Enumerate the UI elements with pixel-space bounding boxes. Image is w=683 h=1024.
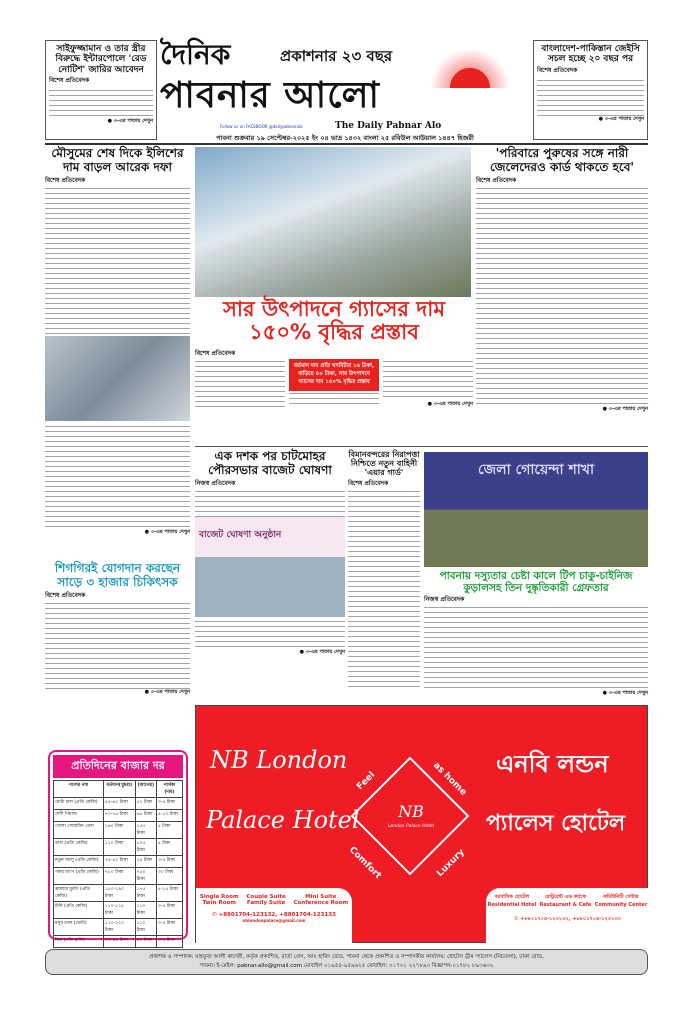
ad-name-en-2: Palace Hotel xyxy=(206,806,360,834)
room-type: Single Room xyxy=(199,894,239,900)
column-header: বর্তমান(খুচরা) xyxy=(103,781,135,798)
logo-word: as home xyxy=(431,760,469,798)
table-cell: ৩-৫ টাকা xyxy=(156,798,182,810)
room-type: Conference Room xyxy=(293,900,349,906)
service-en: Residential Hotel xyxy=(487,902,537,908)
rooms-panel xyxy=(196,888,352,944)
table-cell: ৭৫০ টাকা xyxy=(135,868,156,885)
ear-right xyxy=(533,40,648,140)
byline: বিশেষ প্রতিবেদক xyxy=(45,176,86,184)
table-cell: ডাল (প্রতি কেজি) xyxy=(54,839,104,856)
table-cell: ৫-১৫ টাকা xyxy=(156,885,182,902)
dateline: পাবনা শুক্রবার ১৯ সেপ্টেম্বর-২০২৫ ইং ০৪ ভাদ্র ১৪৩২ বাংলা ২৫ রবিউল আউয়াল ১৪৪৭ হিজরী xyxy=(216,134,474,142)
english-title: The Daily Pabnar Alo xyxy=(335,121,442,131)
ear-left-headline[interactable]: সাইফুজ্জামান ও তার স্ত্রীর বিরুদ্ধে ইন্টারপোলে 'রেড নোটিশ' জারির আবেদন xyxy=(55,44,147,75)
story-headline[interactable]: এক দশক পর চাটমোহর পৌরসভার বাজেট ঘোষণা xyxy=(208,449,332,477)
story-arrest xyxy=(424,570,648,698)
masthead-rule xyxy=(45,143,648,145)
room-type: Couple Suite xyxy=(246,894,286,900)
continued-link[interactable]: ● ৩-এর পাতায় দেখুন xyxy=(144,688,190,695)
table-row xyxy=(54,810,183,822)
continued-link[interactable]: ● ৩-এর পাতায় দেখুন xyxy=(598,115,644,122)
ad-name-bn-2: প্যালেস হোটেল xyxy=(486,811,626,836)
story-headline-line-2[interactable]: কুড়ালসহ তিন দুষ্কৃতিকারী গ্রেফতার xyxy=(463,582,609,595)
sun-logo-icon xyxy=(430,48,510,88)
table-cell: মোটা চাল (প্রতি কেজি) xyxy=(54,798,104,810)
phone-icon: ✆ xyxy=(514,916,519,922)
table-cell: ৫ টাকা xyxy=(156,822,182,839)
imprint-line-1: প্রকাশক ও সম্পাদক: মাহফুজ আলী কাদেরী, কর্তৃক প্রকাশিত, বার্তা প্রেস, আঃ হামিদ রোড, পাবনা থেকে প্রকাশিত ও সম্পাদকীয় কার্যালয়: হোটেল ড্রীম প্যালেস (নিচতলা), ঢাকা রোড, xyxy=(149,954,544,960)
room-type: Twin Room xyxy=(202,900,236,906)
byline: বিশেষ প্রতিবেদক xyxy=(348,479,389,487)
masthead-title[interactable]: পাবনার আলো xyxy=(160,75,380,116)
body-text xyxy=(476,186,648,406)
table-cell: ৭৮০ টাকা xyxy=(103,868,135,885)
service-en: Community Center xyxy=(594,902,648,908)
column-header: (আগের) xyxy=(135,781,156,798)
table-cell: ১৫৫ টাকা xyxy=(135,822,156,839)
logo-word: Feel xyxy=(355,770,378,793)
story-headline[interactable]: সার উৎপাদনে গ্যাসের দাম ১৫০% বৃদ্ধির প্রস্তাব xyxy=(223,297,445,345)
table-cell: ১৭৫ টাকা xyxy=(135,885,156,902)
table-cell: ৫-১০ টাকা xyxy=(156,810,182,822)
table-cell: ৫২ টাকা xyxy=(135,798,156,810)
table-cell: ১১০-১২০ টাকা xyxy=(103,919,135,936)
body-text xyxy=(289,391,379,406)
byline: নিজস্ব প্রতিবেদক xyxy=(195,479,236,487)
fish-photo xyxy=(45,336,190,421)
service-bn: কমিউনিটি সেন্টার xyxy=(603,894,639,900)
story-headline-line-1[interactable]: পাবনায় দস্যুতার চেষ্টা কালে টিপ চাকু-চাইনিজ xyxy=(439,570,633,582)
continued-link[interactable]: ● ৩-এর পাতায় দেখুন xyxy=(107,118,153,125)
story-ilish xyxy=(45,147,190,537)
gas-plant-photo xyxy=(195,147,471,297)
logo-word: Luxury xyxy=(435,847,467,879)
continued-link[interactable]: ● ৩-এর পাতায় দেখুন xyxy=(602,690,648,697)
body-text xyxy=(45,601,190,689)
table-cell: ৩০ টাকা xyxy=(156,868,182,885)
body-text xyxy=(195,489,345,517)
table-cell: চিনি (প্রতি কেজি) xyxy=(54,902,104,919)
story-gas xyxy=(195,298,473,409)
gas-callout: বর্তমান দাম প্রতি ঘনমিটার ১৬ টাকা, বাড়িয়ে ৪০ টাকা, সার উৎপাদনে গ্যাসের দাম ১৫০% বৃদ্ধির প্রস্তাব xyxy=(289,359,379,391)
photo-sign-text: জেলা গোয়েন্দা শাখা xyxy=(477,462,595,478)
table-row xyxy=(54,902,183,919)
table-cell: খোলা সোয়াবিন তেল xyxy=(54,822,104,839)
table-cell: ৪০-৪৫ টাকা xyxy=(103,936,135,948)
body-text xyxy=(537,78,644,116)
bazar-box xyxy=(48,750,188,943)
imprint-line-2: পাবনা। ই-মেইল: pabnar.allo@gmail.com মোবাইল ০১৯৫৫-৯৫৯৬২৫ মোবাইল: ০১৭০১ ২২৭৮৯০ বিজ্ঞাপন-০১৭৮২ ৮৯৩৬৩২ xyxy=(199,962,494,969)
story-budget xyxy=(195,450,345,657)
table-cell: ১১০ টাকা xyxy=(135,902,156,919)
table-row xyxy=(54,936,183,948)
body-text xyxy=(45,424,190,529)
room-type: Mini Suite xyxy=(305,894,337,900)
email[interactable]: nblondonpalace@gmail.com xyxy=(242,918,306,923)
section-rule xyxy=(195,446,648,447)
ad-name-bn-1: এনবি লন্ডন xyxy=(496,750,609,778)
table-cell: ১০৫ টাকা xyxy=(135,839,156,856)
phone-en[interactable]: +8801704-123132, +8801704-123133 xyxy=(218,912,336,918)
table-cell: মসুর ডাল (মোটা) xyxy=(54,919,104,936)
table-cell: ৭০-৭৫ টাকা xyxy=(103,810,135,822)
byline: বিশেষ প্রতিবেদক xyxy=(49,77,90,85)
table-cell: দেশী পিঁয়াজ xyxy=(54,810,104,822)
byline: বিশেষ প্রতিবেদক xyxy=(45,591,86,599)
banner-text: বাজেট ঘোষণা অনুষ্ঠান xyxy=(199,529,282,540)
service-bn: রেস্টুরেন্ট এন্ড ক্যাফে xyxy=(544,894,587,900)
table-cell: ব্রয়লার মুরগি (প্রতি কেজি) xyxy=(54,885,104,902)
table-cell: ৩-৫ টাকা xyxy=(156,919,182,936)
table-cell: ৫৫-৬০ টাকা xyxy=(103,798,135,810)
imprint-footer xyxy=(45,949,648,975)
table-cell: ডিম (প্রতি হালি) xyxy=(54,936,104,948)
table-cell: গরুর মাংস (প্রতি কেজি) xyxy=(54,868,104,885)
logo-sub: London Palace Hotel xyxy=(387,824,435,829)
table-cell: ১১০ টাকা xyxy=(135,919,156,936)
table-row xyxy=(54,822,183,839)
continued-link[interactable]: ● ৩-এর পাতায় দেখুন xyxy=(144,528,190,535)
anniversary-label: প্রকাশনার ২৩ বছর xyxy=(280,47,393,65)
column-header: পণ্যের নাম xyxy=(54,781,104,798)
table-cell: ৩-৫ টাকা xyxy=(156,902,182,919)
body-text xyxy=(45,186,190,336)
byline: নিজস্ব প্রতিবেদক xyxy=(424,596,465,604)
ad-name-en-1: NB London xyxy=(210,746,348,774)
story-headline[interactable]: মৌসুমের শেষ দিকে ইলিশের দাম বাড়ল আরেক দফা xyxy=(51,146,184,174)
bazar-title: প্রতিদিনের বাজার দর xyxy=(53,755,183,778)
table-header-row xyxy=(54,781,183,798)
bazar-table xyxy=(53,780,183,948)
phone-bn[interactable]: +৮৮০১৭০৪-১২৩১৩২, +৮৮০১৭০৪-১২৩১৩৩ xyxy=(520,916,621,922)
table-row xyxy=(54,839,183,856)
body-text xyxy=(195,619,345,649)
table-cell: ১৮০-১৯০ টাকা xyxy=(103,885,135,902)
body-text xyxy=(383,359,473,401)
table-cell: ৩৫ টাকা xyxy=(135,856,156,868)
byline: বিশেষ প্রতিবেদক xyxy=(195,350,236,358)
logo-word: Comfort xyxy=(346,845,383,882)
table-cell: ৬৫ টাকা xyxy=(135,810,156,822)
service-bn: আবাসিক হোটেল xyxy=(494,894,530,900)
table-row xyxy=(54,868,183,885)
table-cell: ১১০ টাকা xyxy=(103,839,135,856)
column-header: পার্থক্য (দাম) xyxy=(156,781,182,798)
table-cell: ৩৫-৪০ টাকা xyxy=(103,856,135,868)
masthead-prefix: দৈনিক xyxy=(160,38,231,71)
body-text xyxy=(195,359,285,409)
masthead xyxy=(160,38,530,133)
room-type: Family Suite xyxy=(246,900,286,906)
logo-mono: NB xyxy=(398,802,424,821)
story-airguard xyxy=(348,450,420,689)
arrest-photo xyxy=(424,452,648,567)
budget-photo xyxy=(195,517,345,617)
byline: বিশেষ প্রতিবেদক xyxy=(537,66,578,74)
story-headline[interactable]: শিগগিরই যোগদান করছেন সাড়ে ৩ হাজার চিকিৎসক xyxy=(54,561,181,589)
table-row xyxy=(54,798,183,810)
story-jele xyxy=(476,147,648,414)
table-cell: ৩-৫ টাকা xyxy=(156,856,182,868)
table-cell: ১৬০ টাকা xyxy=(103,822,135,839)
body-text xyxy=(348,489,420,689)
table-row xyxy=(54,919,183,936)
table-cell: নতুন আলু (প্রতি কেজি) xyxy=(54,856,104,868)
story-headline[interactable]: বিমানবন্দরের নিরাপত্তা নিশ্চিতে নতুন বাহিনী 'এয়ার গার্ড' xyxy=(348,450,420,478)
table-cell: ৪০ টাকা xyxy=(135,936,156,948)
services-panel xyxy=(486,888,649,944)
table-row xyxy=(54,856,183,868)
byline: বিশেষ প্রতিবেদক xyxy=(476,176,517,184)
continued-link[interactable]: ● ৩-এর পাতায় দেখুন xyxy=(299,648,345,655)
service-en: Restaurant & Cafe xyxy=(539,902,592,908)
table-cell: ১১০-১১৫ টাকা xyxy=(103,902,135,919)
continued-link[interactable]: ● ৩-এর পাতায় দেখুন xyxy=(602,405,648,412)
table-cell: ৫ টাকা xyxy=(156,839,182,856)
body-text xyxy=(424,605,648,690)
ear-left xyxy=(45,40,157,140)
body-text xyxy=(49,88,153,118)
table-cell: ৩-৫ টাকা xyxy=(156,936,182,948)
hotel-ad[interactable] xyxy=(195,705,648,943)
story-headline[interactable]: 'পরিবারে পুরুষের সঙ্গে নারী জেলেদেরও কার্ড থাকতে হবে' xyxy=(489,146,635,174)
continued-link[interactable]: ● ৩-এর পাতায় দেখুন xyxy=(427,401,473,408)
phone-icon: ✆ xyxy=(212,912,217,918)
facebook-follow[interactable]: Follow us on FACEBOOK @dailypabnaralo xyxy=(220,124,303,129)
table-row xyxy=(54,885,183,902)
story-doctors xyxy=(45,562,190,697)
ear-right-headline[interactable]: বাংলাদেশ-পাকিস্তান জেইসি সচল হচ্ছে ২০ বছর পর xyxy=(541,44,640,65)
